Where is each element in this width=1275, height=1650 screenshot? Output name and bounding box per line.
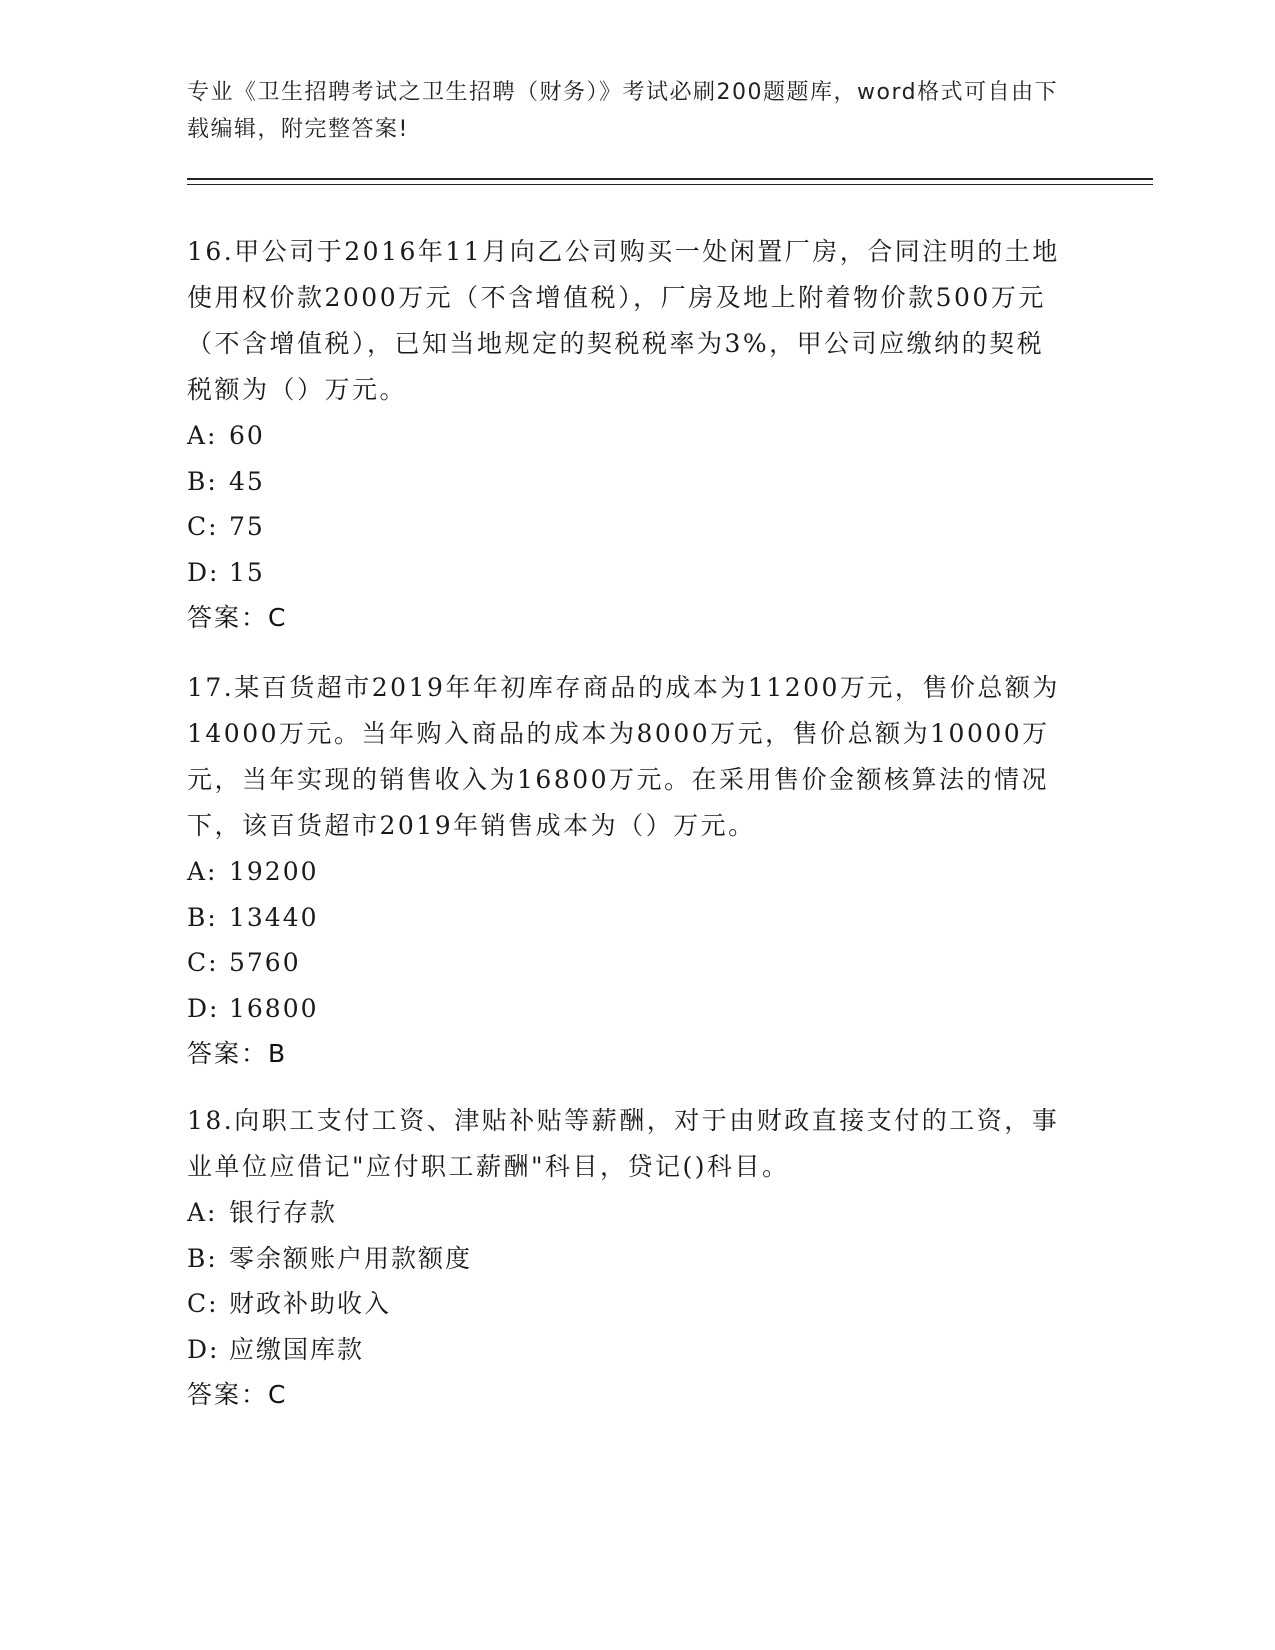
option-c — [187, 940, 1067, 986]
option-letter: A: — [187, 1198, 218, 1227]
question-stem: 18.向职工支付工资、津贴补贴等薪酬，对于由财政直接支付的工资，事业单位应借记"应付职工薪酬"科目，贷记()科目。 — [187, 1106, 1060, 1181]
option-text: 银行存款 — [229, 1198, 338, 1227]
option-letter: A: — [187, 857, 218, 886]
option-letter: C: — [187, 512, 219, 541]
option-a — [187, 849, 1067, 895]
option-text: 零余额账户用款额度 — [229, 1243, 473, 1273]
option-text: 财政补助收入 — [229, 1289, 392, 1318]
document-header: 专业《卫生招聘考试之卫生招聘（财务）》考试必刷200题题库，word格式可自由下载编辑，附完整答案! — [187, 80, 1059, 142]
question-stem: 17.某百货超市2019年年初库存商品的成本为11200万元，售价总额为14000万元。当年购入商品的成本为8000万元，售价总额为10000万元，当年实现的销售收入为16800万元。在采用售价金额核算法的情况下，该百货超市2019年销售成本为（）万元。 — [187, 673, 1060, 840]
option-text: 13440 — [229, 902, 319, 932]
answer: 答案：B — [187, 1039, 288, 1068]
answer: 答案：C — [187, 1380, 288, 1409]
option-letter: C: — [187, 948, 219, 977]
option-letter: B: — [187, 902, 218, 932]
answer: 答案：C — [187, 603, 288, 632]
option-text: 16800 — [229, 993, 319, 1023]
option-text: 应缴国库款 — [229, 1334, 365, 1364]
option-b — [187, 895, 1067, 941]
header-divider-thin — [187, 184, 1153, 185]
question-stem: 16.甲公司于2016年11月向乙公司购买一处闲置厂房，合同注明的土地使用权价款2000万元（不含增值税），厂房及地上附着物价款500万元（不含增值税），已知当地规定的契税税率为3%，甲公司应缴纳的契税税额为（）万元。 — [187, 237, 1060, 404]
question-16 — [187, 229, 1067, 641]
option-letter: C: — [187, 1289, 219, 1318]
option-text: 75 — [229, 512, 265, 541]
option-a — [187, 413, 1067, 459]
option-b — [187, 459, 1067, 505]
option-d — [187, 1327, 1067, 1373]
option-b — [187, 1236, 1067, 1282]
option-d — [187, 986, 1067, 1032]
option-letter: D: — [187, 1334, 220, 1364]
option-letter: D: — [187, 557, 220, 587]
option-text: 19200 — [229, 857, 319, 886]
option-letter: D: — [187, 993, 220, 1023]
option-text: 5760 — [229, 948, 301, 977]
option-c — [187, 504, 1067, 550]
option-text: 60 — [229, 421, 265, 450]
header-divider-thick — [187, 178, 1153, 180]
option-a — [187, 1190, 1067, 1236]
option-text: 15 — [229, 557, 265, 587]
option-text: 45 — [229, 466, 265, 496]
option-letter: B: — [187, 466, 218, 496]
option-d — [187, 550, 1067, 596]
question-17 — [187, 665, 1067, 1077]
question-18 — [187, 1098, 1067, 1418]
option-letter: A: — [187, 421, 218, 450]
option-letter: B: — [187, 1243, 218, 1273]
option-c — [187, 1281, 1067, 1327]
